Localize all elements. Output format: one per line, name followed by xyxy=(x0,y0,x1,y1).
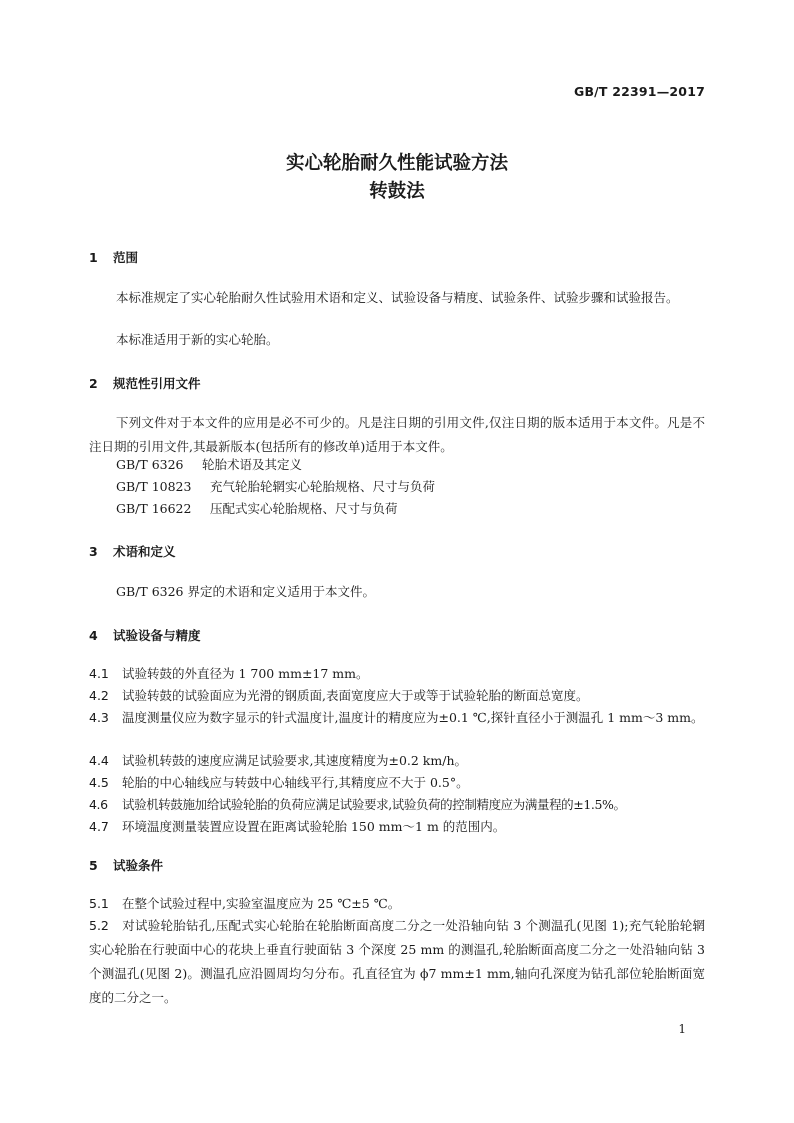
title-line-2: 转鼓法 xyxy=(369,181,425,202)
clause-4-3 xyxy=(89,706,705,730)
clause-text: 温度测量仪应为数字显示的针式温度计,温度计的精度应为±0.1 ℃,探针直径小于测温孔 1 mm～3 mm。 xyxy=(122,710,704,725)
clause-number: 4.1 xyxy=(89,666,109,681)
section-title: 范围 xyxy=(113,250,139,265)
reference-name: 充气轮胎轮辋实心轮胎规格、尺寸与负荷 xyxy=(210,479,436,494)
section-1-paragraph-1: 本标准规定了实心轮胎耐久性试验用术语和定义、试验设备与精度、试验条件、试验步骤和试验报告。 xyxy=(116,290,679,305)
section-1-heading xyxy=(89,248,138,266)
reference-code: GB/T 10823 xyxy=(116,479,192,494)
clause-text: 在整个试验过程中,实验室温度应为 25 ℃±5 ℃。 xyxy=(122,896,401,911)
clause-text: 试验机转鼓的速度应满足试验要求,其速度精度为±0.2 km/h。 xyxy=(122,753,467,768)
section-title: 规范性引用文件 xyxy=(113,376,201,391)
reference-name: 压配式实心轮胎规格、尺寸与负荷 xyxy=(210,501,398,516)
clause-number: 4.3 xyxy=(89,710,109,725)
clause-text: 试验转鼓的外直径为 1 700 mm±17 mm。 xyxy=(122,666,369,681)
section-number: 5 xyxy=(89,858,98,873)
clause-4-5 xyxy=(89,771,705,795)
clause-5-2 xyxy=(89,914,705,1010)
section-2-paragraph-1: 下列文件对于本文件的应用是必不可少的。凡是注日期的引用文件,仅注日期的版本适用于本文件。凡是不注日期的引用文件,其最新版本(包括所有的修改单)适用于本文件。 xyxy=(89,415,705,454)
clause-text: 环境温度测量装置应设置在距离试验轮胎 150 mm～1 m 的范围内。 xyxy=(122,819,506,834)
section-5-heading xyxy=(89,856,163,874)
clause-4-2 xyxy=(89,684,705,708)
title-line-1: 实心轮胎耐久性能试验方法 xyxy=(285,153,508,174)
section-4-heading xyxy=(89,626,201,644)
reference-name: 轮胎术语及其定义 xyxy=(202,457,303,472)
section-2-heading xyxy=(89,374,201,392)
section-title: 术语和定义 xyxy=(113,544,176,559)
reference-item xyxy=(89,497,705,521)
clause-number: 5.2 xyxy=(89,918,109,933)
clause-4-6 xyxy=(89,793,705,817)
section-title: 试验设备与精度 xyxy=(113,628,201,643)
clause-number: 4.6 xyxy=(89,797,108,812)
section-number: 4 xyxy=(89,628,98,643)
clause-text: 对试验轮胎钻孔,压配式实心轮胎在轮胎断面高度二分之一处沿轴向钻 3 个测温孔(见图 1);充气轮胎轮辋实心轮胎在行驶面中心的花块上垂直行驶面钻 3 个深度 25 mm 的测温孔,轮胎断面高度二分之一处沿轴向钻 3 个测温孔(见图 2)。测温孔应沿圆周均匀分布。孔直径宜为 ϕ7 mm±1 mm,轴向孔深度为钻孔部位轮胎断面宽度的二分之一。 xyxy=(89,918,705,1005)
clause-number: 4.4 xyxy=(89,753,109,768)
clause-text: 试验转鼓的试验面应为光滑的钢质面,表面宽度应大于或等于试验轮胎的断面总宽度。 xyxy=(122,688,589,703)
clause-number: 4.2 xyxy=(89,688,109,703)
section-number: 3 xyxy=(89,544,98,559)
section-title: 试验条件 xyxy=(113,858,164,873)
reference-code: GB/T 16622 xyxy=(116,501,192,516)
section-1-paragraph-2: 本标准适用于新的实心轮胎。 xyxy=(116,332,279,347)
clause-text: 试验机转鼓施加给试验轮胎的负荷应满足试验要求,试验负荷的控制精度应为满量程的±1.5%。 xyxy=(122,797,626,812)
standard-number: GB/T 22391—2017 xyxy=(573,84,705,99)
clause-number: 4.7 xyxy=(89,819,109,834)
section-number: 2 xyxy=(89,376,98,391)
clause-5-1 xyxy=(89,892,705,916)
reference-code: GB/T 6326 xyxy=(116,457,184,472)
reference-item xyxy=(89,453,705,477)
section-3-heading xyxy=(89,542,176,560)
clause-text: 轮胎的中心轴线应与转鼓中心轴线平行,其精度应不大于 0.5°。 xyxy=(122,775,469,790)
clause-number: 5.1 xyxy=(89,896,109,911)
page-number: 1 xyxy=(678,1022,686,1036)
section-3-paragraph-1: GB/T 6326 界定的术语和定义适用于本文件。 xyxy=(116,584,375,599)
clause-number: 4.5 xyxy=(89,775,109,790)
clause-4-1 xyxy=(89,662,705,686)
clause-4-7 xyxy=(89,815,705,839)
section-number: 1 xyxy=(89,250,98,265)
clause-4-4 xyxy=(89,749,705,773)
reference-item xyxy=(89,475,705,499)
